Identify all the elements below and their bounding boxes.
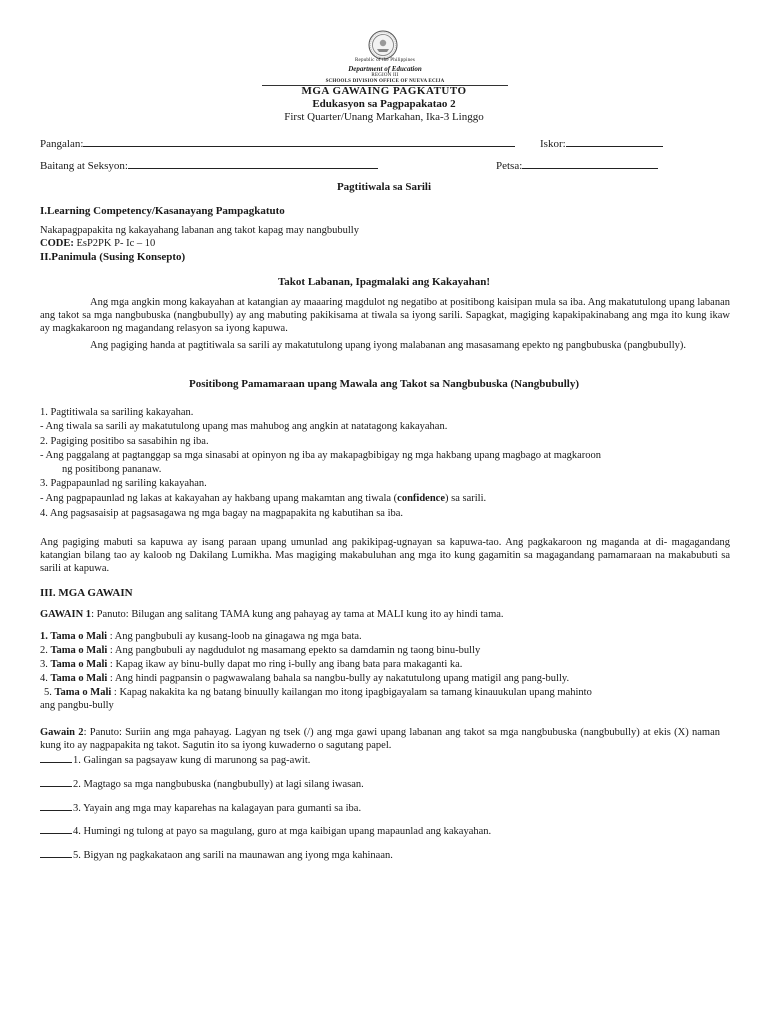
confidence-post: ) sa sarili. — [445, 493, 487, 504]
tf-item-5-cont: ang pangbu-bully — [40, 700, 114, 711]
deped-seal-icon — [368, 30, 398, 60]
topic-title: Pagtitiwala sa Sarili — [336, 181, 432, 193]
check-item-3[interactable] — [40, 801, 361, 816]
intro-paragraph-1: Ang mga angkin mong kakayahan at katangian ay maaaring magdulot ng negatibo at positibong kaisipan mula sa iba. Ang makatutulong upang labanan ang takot sa mga nangbubuska (nangbubully) ay ang mabuting pakikisama at tiwala sa iyong sarili. Sapagkat, magiging kapakipakinabang ang mga ito kung ikaw ay magkakaroon ng magandang relasyon sa iyong kapuwa. — [40, 297, 730, 334]
tf-item-1[interactable] — [40, 630, 362, 644]
name-field[interactable] — [40, 136, 515, 151]
intro-subtitle: Takot Labanan, Ipagmalaki ang Kakayahan! — [277, 276, 491, 288]
subject-title: Edukasyon sa Pagpapakatao 2 — [312, 98, 456, 110]
tama-o-mali-choice[interactable]: Tama o Mali — [50, 645, 108, 656]
confidence-pre: - Ang pagpapaunlad ng lakas at kakayahan ay hakbang upang makamtan ang tiwala ( — [40, 493, 398, 504]
way-item: 1. Pagtitiwala sa sariling kakayahan. — [40, 407, 194, 418]
item-statement: : Kapag nakakita ka ng batang binuully kailangan mo itong ipagbigayalam sa tamang kinauukulan upang mahinto — [111, 687, 592, 698]
score-label: Iskor: — [540, 138, 566, 150]
item-number: 3 — [40, 659, 46, 670]
tf-item-4[interactable] — [40, 672, 569, 686]
date-field[interactable] — [496, 158, 658, 173]
gawain-1-text: : Panuto: Bilugan ang salitang TAMA kung ang pahayag ay tama at MALI kung ito ay hindi tama. — [91, 609, 504, 620]
tf-item-5[interactable] — [44, 686, 592, 700]
division-text: SCHOOLS DIVISION OFFICE OF NUEVA ECIJA — [325, 79, 445, 84]
name-line[interactable] — [83, 136, 515, 147]
item-number: 1 — [40, 631, 46, 642]
gawain-1-instruction — [40, 608, 504, 622]
department-text: Department of Education — [348, 65, 422, 73]
region-text: REGION III — [371, 73, 399, 78]
way-item: 4. Ang pagsasaisip at pagsasagawa ng mga bagay na magpapakita ng kabutihan sa iba. — [40, 508, 404, 519]
check-item-5[interactable] — [40, 848, 393, 863]
grade-section-field[interactable] — [40, 158, 378, 173]
check-item-text: 3. Yayain ang mga may kaparehas na kalagayan para gumanti sa iba. — [73, 803, 362, 814]
tama-o-mali-choice[interactable]: Tama o Mali — [50, 631, 108, 642]
tf-item-2[interactable] — [40, 644, 480, 658]
item-statement: : Ang pangbubuli ay nagdudulot ng masamang epekto sa damdamin ng taong binu-bully — [107, 645, 481, 656]
section-3-heading: III. MGA GAWAIN — [40, 587, 133, 599]
answer-blank[interactable] — [40, 753, 72, 763]
grade-section-line[interactable] — [128, 158, 378, 169]
check-item-text: 5. Bigyan ng pagkakataon ang sarili na maunawan ang iyong mga kahinaan. — [73, 850, 393, 861]
item-dot: . — [45, 631, 51, 642]
intro-paragraph-2: Ang pagiging handa at pagtitiwala sa sarili ay makatutulong upang iyong malabanan ang masasamang epekto ng pangbubuska (pangbubully). — [90, 340, 687, 351]
gawain-2-label: Gawain 2 — [40, 727, 84, 738]
worksheet-title: MGA GAWAING PAGKATUTO — [301, 85, 467, 97]
answer-blank[interactable] — [40, 777, 72, 787]
grade-section-label: Baitang at Seksyon: — [40, 160, 128, 172]
check-item-2[interactable] — [40, 777, 364, 792]
tama-o-mali-choice[interactable]: Tama o Mali — [50, 659, 108, 670]
way-item: 3. Pagpapaunlad ng sariling kakayahan. — [40, 478, 207, 489]
item-dot: . — [45, 645, 51, 656]
item-statement: : Ang hindi pagpansin o pagwawalang bahala sa nangbu-bully ay nakatutulong upang matigil ang pang-bully. — [107, 673, 570, 684]
code-value: EsP2PK P- Ic – 10 — [73, 238, 156, 249]
date-label: Petsa: — [496, 160, 523, 172]
way-note-confidence — [40, 492, 486, 506]
check-item-text: 1. Galingan sa pagsayaw kung di marunong sa pag-awit. — [73, 755, 311, 766]
answer-blank[interactable] — [40, 801, 72, 811]
item-dot: . — [45, 673, 51, 684]
way-note: - Ang tiwala sa sarili ay makatutulong upang mas mahubog ang angkin at natatagong kakayahan. — [40, 421, 448, 432]
section-1-heading: I.Learning Competency/Kasanayang Pampagkatuto — [40, 205, 285, 217]
republic-text: Republic of the Philippines — [355, 58, 415, 63]
gawain-1-label: GAWAIN 1 — [40, 609, 92, 620]
gawain-2-colon: : — [83, 727, 90, 738]
check-item-text: 2. Magtago sa mga nangbubuska (nangbubully) at lagi silang iwasan. — [73, 779, 364, 790]
item-dot: . — [45, 659, 51, 670]
intro-paragraph-3: Ang pagiging mabuti sa kapuwa ay isang paraan upang umunlad ang pakikipag-ugnayan sa kapuwa-tao. Ang pagkakaroon ng maganda at di- magagandang katangian bilang tao ay kaloob ng Dakilang Lumikha. Mas magiging makabuluhan ang mga ito kung gagamitin sa magagandang pamamaraan na makabubuti sa sarili at kapuwa. — [40, 537, 730, 574]
item-number: 5 — [44, 687, 50, 698]
ways-title: Positibong Pamamaraan upang Mawala ang Takot sa Nangbubuska (Nangbubully) — [188, 378, 579, 390]
period-text: First Quarter/Unang Markahan, Ika-3 Linggo — [284, 111, 484, 123]
item-statement: : Ang pangbubuli ay kusang-loob na ginagawa ng mga bata. — [107, 631, 362, 642]
answer-blank[interactable] — [40, 848, 72, 858]
competency-text: Nakapagpapakita ng kakayahang labanan ang takot kapag may nangbubully — [40, 225, 359, 236]
score-field[interactable] — [540, 136, 663, 151]
date-line[interactable] — [522, 158, 658, 169]
code-label: CODE: — [40, 238, 74, 249]
name-label: Pangalan: — [40, 138, 84, 150]
way-note: - Ang paggalang at pagtanggap sa mga sinasabi at opinyon ng iba ay makapagbibigay ng mga hakbang upang magbago at magkaroon — [40, 450, 602, 461]
tama-o-mali-choice[interactable]: Tama o Mali — [54, 687, 112, 698]
confidence-word: confidence — [397, 493, 445, 504]
gawain-2-instruction — [40, 726, 720, 752]
gawain-2-panuto: Panuto: — [89, 727, 122, 738]
way-note-cont: ng positibong pananaw. — [62, 464, 162, 475]
item-number: 4 — [40, 673, 46, 684]
way-item: 2. Pagiging positibo sa sasabihin ng iba. — [40, 436, 209, 447]
tf-item-3[interactable] — [40, 658, 462, 672]
score-line[interactable] — [566, 136, 663, 147]
gawain-2-text: Suriin ang mga pahayag. Lagyan ng tsek (/) ang mga gawi upang labanan ang takot sa mga nangbubuska (nangbubully) at ekis (X) naman kung ito ay nagpapakita ng takot. Sagutin ito sa iyong kuwaderno o sagutang papel. — [40, 727, 720, 751]
check-item-text: 4. Humingi ng tulong at payo sa magulang, guro at mga kaibigan upang mapaunlad ang kakayahan. — [73, 826, 492, 837]
section-2-heading: II.Panimula (Susing Konsepto) — [40, 251, 186, 263]
code-line — [40, 237, 155, 251]
item-dot: . — [49, 687, 55, 698]
check-item-4[interactable] — [40, 824, 491, 839]
tama-o-mali-choice[interactable]: Tama o Mali — [50, 673, 108, 684]
answer-blank[interactable] — [40, 824, 72, 834]
item-number: 2 — [40, 645, 46, 656]
item-statement: : Kapag ikaw ay binu-bully dapat mo ring i-bully ang ibang bata para makaganti ka. — [107, 659, 463, 670]
check-item-1[interactable] — [40, 753, 310, 768]
